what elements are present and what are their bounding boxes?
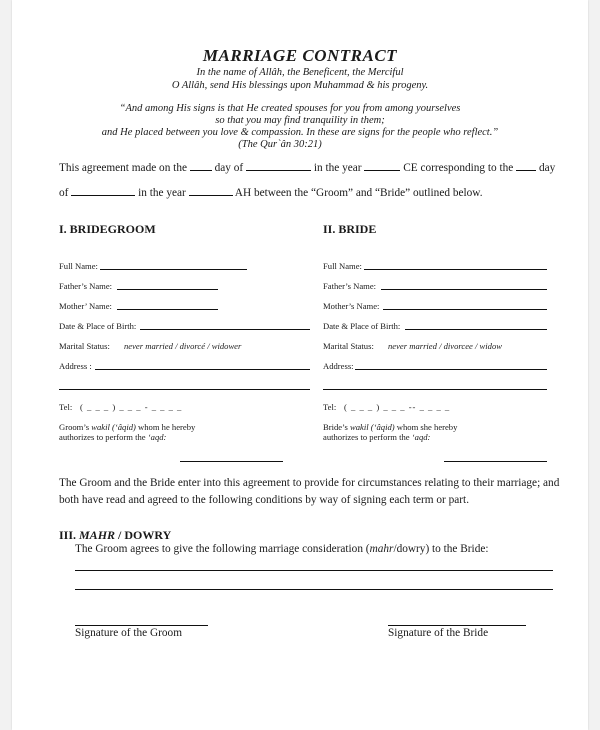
bride-wakil-field[interactable]: [444, 461, 547, 462]
bride-marital-label: Marital Status:: [323, 341, 374, 351]
agreement-text: AH between the “Groom” and “Bride” outlined below.: [234, 187, 483, 199]
bride-wakil-line-2: [323, 432, 430, 442]
wakil-text: authorizes to perform the: [323, 432, 410, 442]
mahr-field-1[interactable]: [75, 570, 553, 571]
agreement-text: day: [538, 162, 556, 174]
bride-wakil-line-1: [323, 422, 457, 432]
date-year-blank[interactable]: [364, 161, 400, 171]
wakil-text: whom he hereby: [138, 422, 196, 432]
aqd-term: ‘aqd:: [411, 432, 431, 442]
groom-address-field[interactable]: [95, 369, 310, 370]
bride-tel-label: Tel:: [323, 402, 337, 412]
bride-tel-field[interactable]: ( _ _ _ ) _ _ _ -- _ _ _ _: [344, 402, 451, 412]
groom-full-name-label: Full Name:: [59, 261, 98, 271]
bride-father-field[interactable]: [381, 289, 547, 290]
bride-mother-label: Mother’s Name:: [323, 301, 380, 311]
groom-mother-field[interactable]: [117, 309, 218, 310]
hijri-day-blank[interactable]: [516, 161, 536, 171]
groom-signature-field[interactable]: [75, 625, 208, 626]
wakil-term: wakil (‘âqid): [91, 422, 136, 432]
agreement-text: This agreement made on the: [59, 162, 187, 174]
groom-birth-label: Date & Place of Birth:: [59, 321, 137, 331]
bride-father-label: Father’s Name:: [323, 281, 377, 291]
date-month-blank[interactable]: [246, 161, 311, 171]
bride-full-name-field[interactable]: [364, 269, 547, 270]
bride-signature-label: Signature of the Bride: [388, 627, 489, 639]
mahr-term: MAHR: [79, 528, 116, 542]
section-title: / DOWRY: [118, 528, 172, 542]
groom-marital-label: Marital Status:: [59, 341, 110, 351]
groom-father-field[interactable]: [117, 289, 218, 290]
provisions-line-1: The Groom and the Bride enter into this agreement to provide for circumstances relating to their marriage; and: [59, 477, 560, 489]
bride-address-field-2[interactable]: [323, 389, 547, 390]
groom-signature-label: Signature of the Groom: [75, 627, 182, 639]
quote-citation: (The Qur`ân 30:21): [238, 139, 322, 150]
mahr-text-part: /dowry) to the Bride:: [393, 543, 489, 555]
provisions-line-2: both have read and agreed to the following conditions by way of signing each term or part.: [59, 494, 470, 506]
wakil-term: wakil (‘âqid): [349, 422, 395, 432]
page-title: MARRIAGE CONTRACT: [202, 46, 398, 65]
invocation-line-1: In the name of Allâh, the Beneficent, the Merciful: [196, 67, 404, 78]
groom-wakil-line-2: [59, 432, 166, 442]
section-bride-heading: II. BRIDE: [323, 222, 377, 236]
hijri-month-blank[interactable]: [71, 186, 135, 196]
groom-address-field-2[interactable]: [59, 389, 310, 390]
bride-signature-field[interactable]: [388, 625, 526, 626]
groom-mother-label: Mother’ Name:: [59, 301, 112, 311]
groom-wakil-field[interactable]: [180, 461, 283, 462]
aqd-term: ‘aqd:: [147, 432, 167, 442]
quote-line-3: and He placed between you love & compassion. In these are signs for the people who reflect.”: [101, 127, 499, 138]
hijri-year-blank[interactable]: [189, 186, 233, 196]
wakil-text: whom she hereby: [396, 422, 458, 432]
agreement-text: CE corresponding to the: [403, 162, 514, 174]
groom-father-label: Father’s Name:: [59, 281, 113, 291]
bride-birth-label: Date & Place of Birth:: [323, 321, 401, 331]
agreement-line-2: [59, 186, 483, 199]
agreement-text: in the year: [138, 187, 186, 199]
mahr-text: [75, 543, 489, 555]
groom-wakil-line-1: [59, 422, 195, 432]
section-mahr-heading: [59, 528, 171, 543]
mahr-text-part: The Groom agrees to give the following marriage consideration (: [75, 543, 370, 555]
groom-tel-label: Tel:: [59, 402, 73, 412]
groom-marital-options[interactable]: never married / divorcé / widower: [124, 341, 242, 351]
section-bridegroom-heading: I. BRIDEGROOM: [59, 222, 156, 236]
bride-full-name-label: Full Name:: [323, 261, 362, 271]
bride-birth-field[interactable]: [405, 329, 547, 330]
agreement-text: day of: [214, 162, 244, 174]
mahr-term: mahr: [369, 543, 394, 555]
quote-line-2: so that you may find tranquility in them;: [215, 115, 385, 126]
date-day-blank[interactable]: [190, 161, 212, 171]
wakil-text: Bride’s: [323, 422, 348, 432]
bride-mother-field[interactable]: [383, 309, 547, 310]
invocation-line-2: O Allâh, send His blessings upon Muhammad & his progeny.: [171, 80, 429, 91]
wakil-text: Groom’s: [59, 422, 90, 432]
groom-address-label: Address :: [59, 361, 92, 371]
groom-full-name-field[interactable]: [100, 269, 247, 270]
groom-tel-field[interactable]: ( _ _ _ ) _ _ _ - _ _ _ _: [80, 402, 183, 412]
section-number: III.: [59, 528, 77, 542]
agreement-line-1: [59, 161, 555, 174]
groom-birth-field[interactable]: [140, 329, 310, 330]
bride-address-field[interactable]: [355, 369, 547, 370]
mahr-field-2[interactable]: [75, 589, 553, 590]
agreement-text: of: [59, 187, 69, 199]
bride-marital-options[interactable]: never married / divorcee / widow: [388, 341, 503, 351]
wakil-text: authorizes to perform the: [59, 432, 146, 442]
agreement-text: in the year: [313, 162, 362, 174]
quote-line-1: “And among His signs is that He created spouses for you from among yourselves: [119, 103, 461, 114]
bride-address-label: Address:: [323, 361, 354, 371]
